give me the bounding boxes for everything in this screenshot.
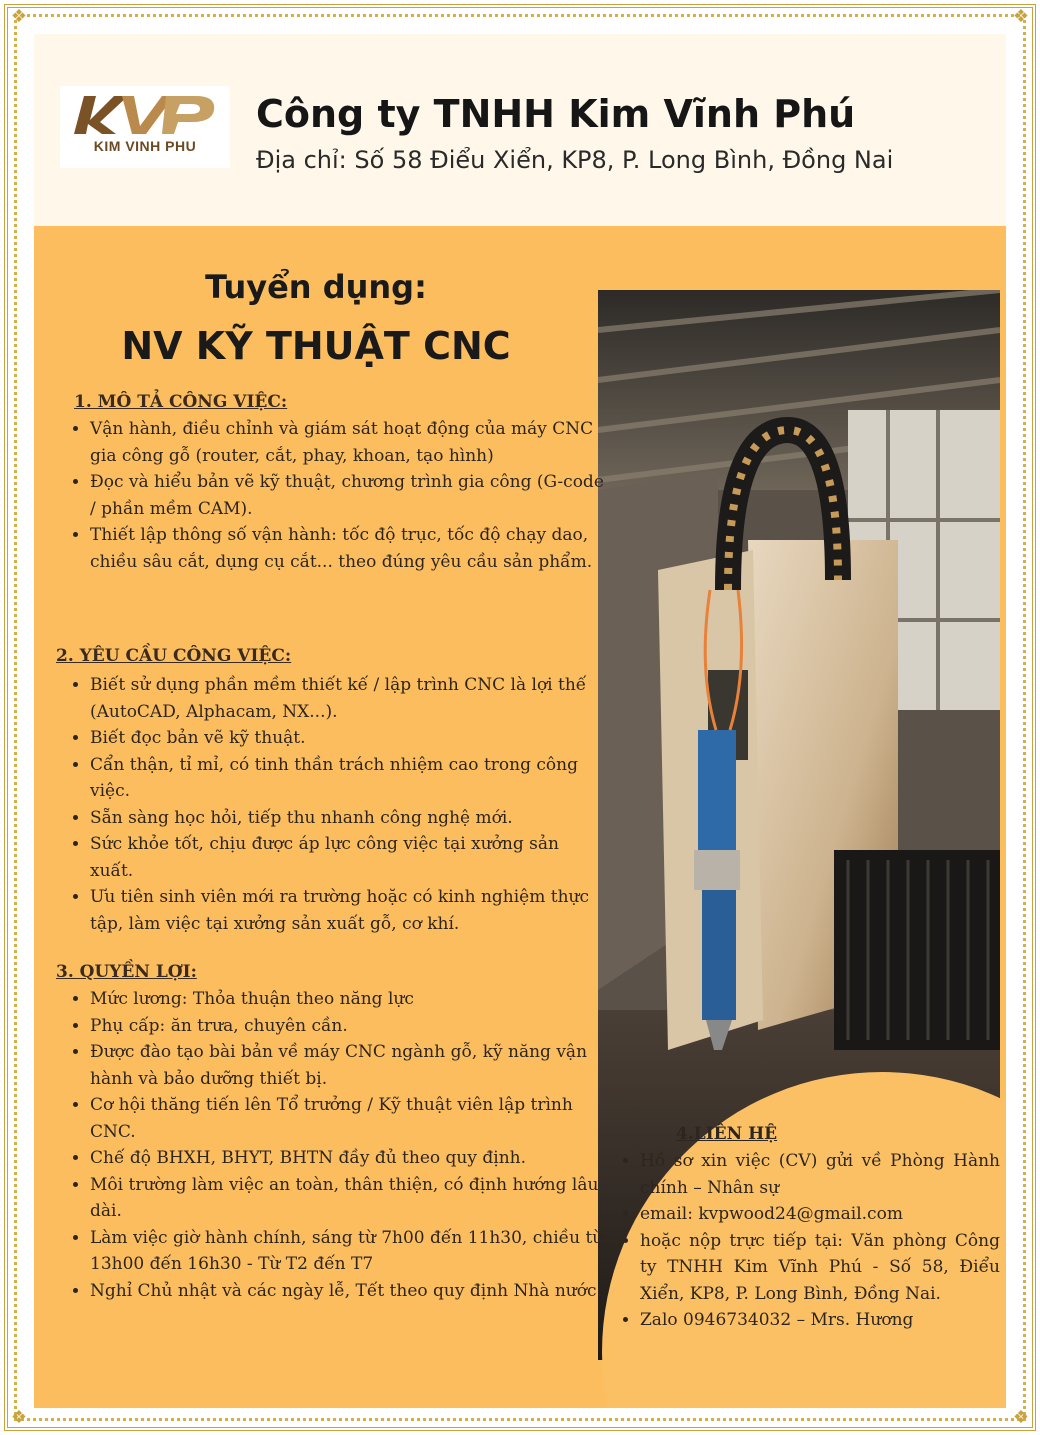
list-item: • Đọc và hiểu bản vẽ kỹ thuật, chương trình gia công (G-code / phần mềm CAM). [90,469,604,522]
job-description-list [68,416,604,575]
list-item: • Biết đọc bản vẽ kỹ thuật. [90,725,604,752]
list-item: • hoặc nộp trực tiếp tại: Văn phòng Công ty TNHH Kim Vĩnh Phú - Số 58, Điểu Xiển, KP8, P. Long Bình, Đồng Nai. [640,1228,1000,1308]
contact-zalo: • Zalo 0946734032 – Mrs. Hương [640,1307,1000,1334]
contact-email: • email: kvpwood24@gmail.com [640,1201,1000,1228]
list-item: • Môi trường làm việc an toàn, thân thiện, có định hướng lâu dài. [90,1172,604,1225]
job-title: NV KỸ THUẬT CNC [121,324,511,368]
flyer [34,34,1006,1408]
recruit-heading: Tuyển dụng: [205,268,427,306]
list-item: • Được đào tạo bài bản về máy CNC ngành gỗ, kỹ năng vận hành và bảo dưỡng thiết bị. [90,1039,604,1092]
section-heading-job-description: 1. MÔ TẢ CÔNG VIỆC: [74,392,288,412]
kvp-logo-icon [70,92,220,138]
list-item: • Cẩn thận, tỉ mỉ, có tinh thần trách nhiệm cao trong công việc. [90,752,604,805]
list-item: • Biết sử dụng phần mềm thiết kế / lập trình CNC là lợi thế (AutoCAD, Alphacam, NX...). [90,672,604,725]
corner-ornament-icon: ❖ [1012,6,1030,27]
corner-ornament-icon: ❖ [10,1407,28,1428]
company-logo [60,86,230,168]
list-item: • Làm việc giờ hành chính, sáng từ 7h00 đến 11h30, chiều từ 13h00 đến 16h30 - Từ T2 đến T7 [90,1225,604,1278]
list-item: • Phụ cấp: ăn trưa, chuyên cần. [90,1013,604,1040]
list-item: • Sẵn sàng học hỏi, tiếp thu nhanh công nghệ mới. [90,805,604,832]
corner-ornament-icon: ❖ [1012,1407,1030,1428]
section-heading-contact: 4.LIÊN HỆ [676,1124,778,1144]
flyer-header [34,34,1006,226]
list-item: • Ưu tiên sinh viên mới ra trường hoặc có kinh nghiệm thực tập, làm việc tại xưởng sản xuất gỗ, cơ khí. [90,884,604,937]
contact-list [618,1148,1000,1334]
list-item: • Sức khỏe tốt, chịu được áp lực công việc tại xưởng sản xuất. [90,831,604,884]
list-item: • Thiết lập thông số vận hành: tốc độ trục, tốc độ chạy dao, chiều sâu cắt, dụng cụ cắt... theo đúng yêu cầu sản phẩm. [90,522,604,575]
list-item: • Chế độ BHXH, BHYT, BHTN đầy đủ theo quy định. [90,1145,604,1172]
list-item: • Vận hành, điều chỉnh và giám sát hoạt động của máy CNC gia công gỗ (router, cắt, phay, khoan, tạo hình) [90,416,604,469]
section-heading-benefits: 3. QUYỀN LỢI: [56,962,197,982]
company-name: Công ty TNHH Kim Vĩnh Phú [256,92,856,136]
corner-ornament-icon: ❖ [10,6,28,27]
section-heading-requirements: 2. YÊU CẦU CÔNG VIỆC: [56,646,292,666]
logo-text: KIM VINH PHU [93,138,197,154]
company-address: Địa chỉ: Số 58 Điểu Xiển, KP8, P. Long Bình, Đồng Nai [256,146,894,174]
list-item: • Hồ sơ xin việc (CV) gửi về Phòng Hành chính – Nhân sự [640,1148,1000,1201]
requirements-list [68,672,604,937]
list-item: • Mức lương: Thỏa thuận theo năng lực [90,986,604,1013]
list-item: • Cơ hội thăng tiến lên Tổ trưởng / Kỹ thuật viên lập trình CNC. [90,1092,604,1145]
benefits-list [68,986,604,1304]
list-item: • Nghỉ Chủ nhật và các ngày lễ, Tết theo quy định Nhà nước. [90,1278,604,1305]
